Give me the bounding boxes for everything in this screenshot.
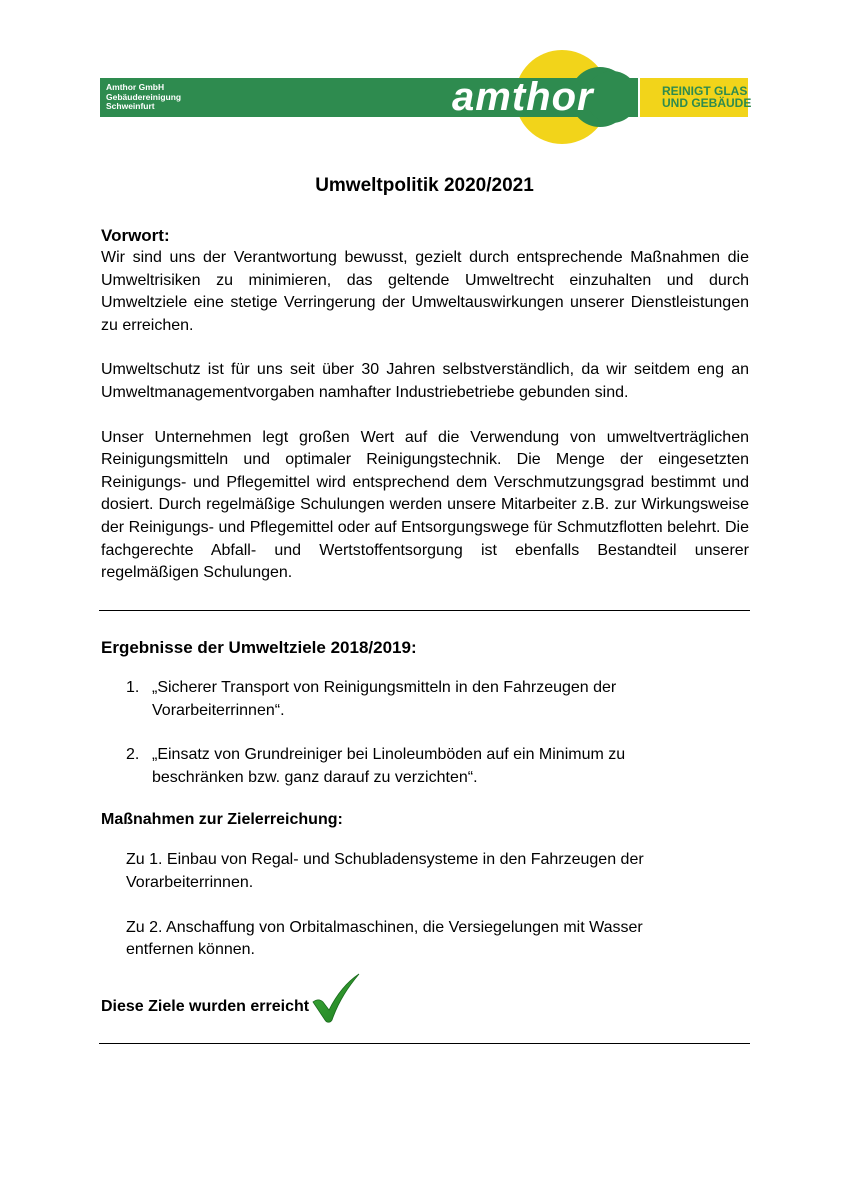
company-line: Schweinfurt — [106, 101, 155, 111]
horizontal-divider — [99, 610, 750, 611]
list-number: 2. — [126, 746, 140, 764]
company-line: Amthor GmbH — [106, 82, 165, 92]
results-heading: Ergebnisse der Umweltziele 2018/2019: — [101, 638, 417, 657]
list-item — [101, 677, 749, 722]
logo-graphic — [100, 50, 750, 146]
conclusion-text: Diese Ziele wurden erreicht — [101, 997, 310, 1015]
horizontal-divider — [99, 1043, 750, 1044]
conclusion-row — [101, 972, 749, 1018]
company-line: Gebäudereinigung — [106, 91, 182, 102]
brand-wordmark: amthor — [452, 75, 594, 119]
foreword-paragraph: Unser Unternehmen legt großen Wert auf die Verwendung von umweltverträglichen Reinigungsmitteln und optimaler Reinigungstechnik. Die Menge der eingesetzten Reinigungs- und Pflegemittel wird entsprechend dem Verschmutzungsgrad bestimmt und dosiert. Durch regelmäßige Schulungen werden unsere Mitarbeiter z.B. zur Wirkungsweise der Reinigungs- und Pflegemittel oder auf Entsorgungswege für Schmutzflotten belehrt. Die fachgerechte Abfall- und Wertstoffentsorgung ist ebenfalls Bestandteil unserer regelmäßigen Schulungen. — [101, 428, 749, 582]
measure-item: Zu 1. Einbau von Regal- und Schubladensysteme in den Fahrzeugen der Vorarbeiterrinnen. — [126, 851, 644, 891]
slogan-line: REINIGT GLAS — [662, 84, 748, 98]
foreword-section — [101, 225, 749, 585]
results-list — [101, 677, 749, 789]
brand-slogan — [662, 85, 751, 109]
document-title: Umweltpolitik 2020/2021 — [315, 175, 534, 196]
foreword-paragraph: Umweltschutz ist für uns seit über 30 Jahren selbstverständlich, da wir seitdem eng an Umweltmanagementvorgaben namhafter Industriebetriebe gebunden sind. — [101, 361, 749, 401]
results-section — [101, 637, 749, 1018]
company-address — [106, 83, 181, 112]
list-text: „Einsatz von Grundreiniger bei Linoleumböden auf ein Minimum zu beschränken bzw. ganz darauf zu verzichten“. — [152, 746, 626, 786]
list-text: „Sicherer Transport von Reinigungsmitteln in den Fahrzeugen der Vorarbeiterrinnen“. — [152, 679, 617, 719]
slogan-line: UND GEBÄUDE — [662, 96, 752, 110]
checkmark-icon — [311, 972, 361, 1024]
list-number: 1. — [126, 679, 140, 696]
letterhead — [100, 50, 750, 146]
foreword-paragraph: Wir sind uns der Verantwortung bewusst, gezielt durch entsprechende Maßnahmen die Umweltrisiken zu minimieren, das geltende Umweltrecht einzuhalten und durch Umweltziele eine stetige Verringerung der Umweltauswirkungen unserer Dienstleistungen zu erreichen. — [101, 249, 749, 334]
measure-item: Zu 2. Anschaffung von Orbitalmaschinen, die Versiegelungen mit Wasser entfernen können. — [126, 918, 643, 959]
measures-heading: Maßnahmen zur Zielerreichung: — [101, 811, 343, 829]
list-item — [101, 744, 749, 789]
foreword-heading: Vorwort: — [101, 226, 170, 245]
